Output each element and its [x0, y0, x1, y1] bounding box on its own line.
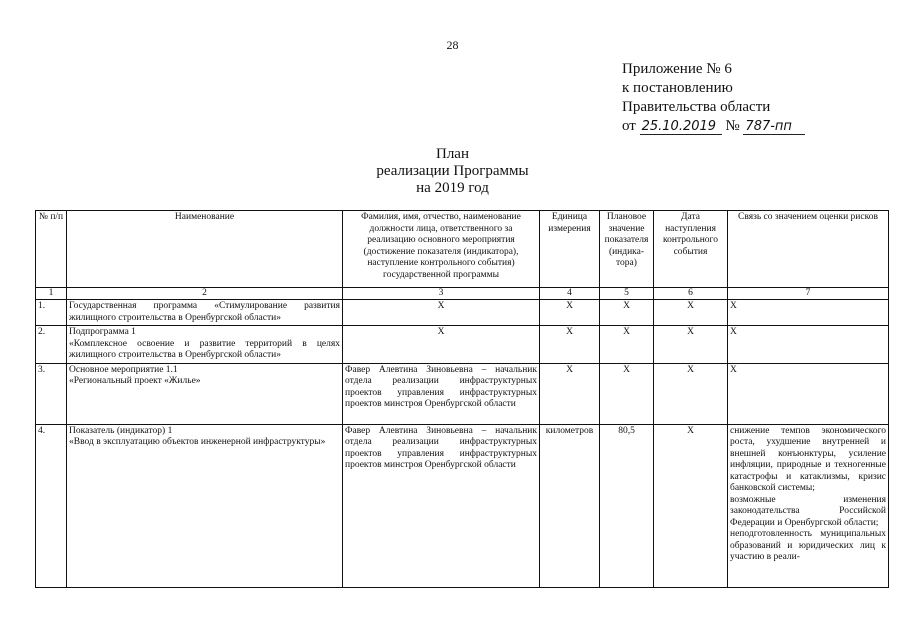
appendix-line-1: Приложение № 6	[622, 61, 732, 77]
header-responsible: Фамилия, имя, отчество, наименование должности лица, ответственного за реализацию основного мероприятия (достижение показателя (индикатора), наступление контрольного события) государственной программы	[343, 211, 540, 288]
header-name: Наименование	[67, 211, 343, 288]
date-prefix: от	[622, 118, 636, 134]
row-num: 1.	[36, 300, 67, 326]
row-unit: Х	[540, 363, 600, 424]
row-date: Х	[654, 363, 728, 424]
appendix-line-3: Правительства области	[622, 99, 771, 115]
row-responsible: Фавер Алевтина Зиновьевна – начальник отдела реализации инфраструктурных проектов управления инфраструктурных проектов минстроя Оренбургской области	[343, 424, 540, 587]
header-num: № п/п	[36, 211, 67, 288]
row-name: Государственная программа «Стимулирование развития жилищного строительства в Оренбургской области»	[67, 300, 343, 326]
row-planned: Х	[600, 363, 654, 424]
row-responsible: Х	[343, 326, 540, 364]
row-num: 2.	[36, 326, 67, 364]
index-cell: 3	[343, 288, 540, 300]
row-risk: снижение темпов экономического роста, ухудшение внутренней и внешней конъюнктуры, усиление инфляции, природные и техногенные катастрофы и катаклизмы, кризис банковской системы; возможные изменения законодательства Российской Федерации и Оренбургской области; неподготовленность муниципальных образований и юридических лиц к участию в реали-	[728, 424, 889, 587]
row-risk: Х	[728, 300, 889, 326]
header-unit: Единица измерения	[540, 211, 600, 288]
header-row	[36, 211, 889, 288]
row-responsible: Фавер Алевтина Зиновьевна – начальник отдела реализации инфраструктурных проектов управления инфраструктурных проектов минстроя Оренбургской области	[343, 363, 540, 424]
row-unit: километров	[540, 424, 600, 587]
appendix-block	[622, 60, 805, 136]
header-date: Дата наступления контрольного события	[654, 211, 728, 288]
page-number: 28	[446, 38, 459, 52]
row-risk: Х	[728, 363, 889, 424]
row-date: Х	[654, 300, 728, 326]
row-unit: Х	[540, 326, 600, 364]
table-row	[36, 363, 889, 424]
index-cell: 1	[36, 288, 67, 300]
row-name: Основное мероприятие 1.1 «Региональный проект «Жилье»	[67, 363, 343, 424]
row-planned: 80,5	[600, 424, 654, 587]
table-row	[36, 300, 889, 326]
appendix-date-line	[622, 117, 805, 136]
title-line-3: на 2019 год	[416, 180, 489, 196]
row-unit: Х	[540, 300, 600, 326]
row-date: Х	[654, 424, 728, 587]
handwritten-number: 787-пп	[743, 120, 805, 135]
index-cell: 7	[728, 288, 889, 300]
row-risk: Х	[728, 326, 889, 364]
table-row	[36, 424, 889, 587]
table-row	[36, 326, 889, 364]
index-cell: 5	[600, 288, 654, 300]
document-title	[0, 146, 905, 197]
header-risk: Связь со значением оценки рисков	[728, 211, 889, 288]
plan-table	[35, 210, 889, 588]
row-date: Х	[654, 326, 728, 364]
appendix-line-2: к постановлению	[622, 80, 733, 96]
row-responsible: Х	[343, 300, 540, 326]
index-cell: 2	[67, 288, 343, 300]
title-line-2: реализации Программы	[376, 163, 529, 179]
row-name: Подпрограмма 1 «Комплексное освоение и развитие территорий в целях жилищного строительства в Оренбургской области»	[67, 326, 343, 364]
index-cell: 4	[540, 288, 600, 300]
header-planned: Плановое значение показателя (индика-тора)	[600, 211, 654, 288]
number-prefix: №	[725, 118, 740, 134]
row-planned: Х	[600, 326, 654, 364]
handwritten-date: 25.10.2019	[640, 120, 722, 135]
index-row	[36, 288, 889, 300]
index-cell: 6	[654, 288, 728, 300]
row-planned: Х	[600, 300, 654, 326]
row-num: 4.	[36, 424, 67, 587]
row-name: Показатель (индикатор) 1 «Ввод в эксплуатацию объектов инженерной инфраструктуры»	[67, 424, 343, 587]
title-line-1: План	[435, 146, 469, 162]
row-num: 3.	[36, 363, 67, 424]
